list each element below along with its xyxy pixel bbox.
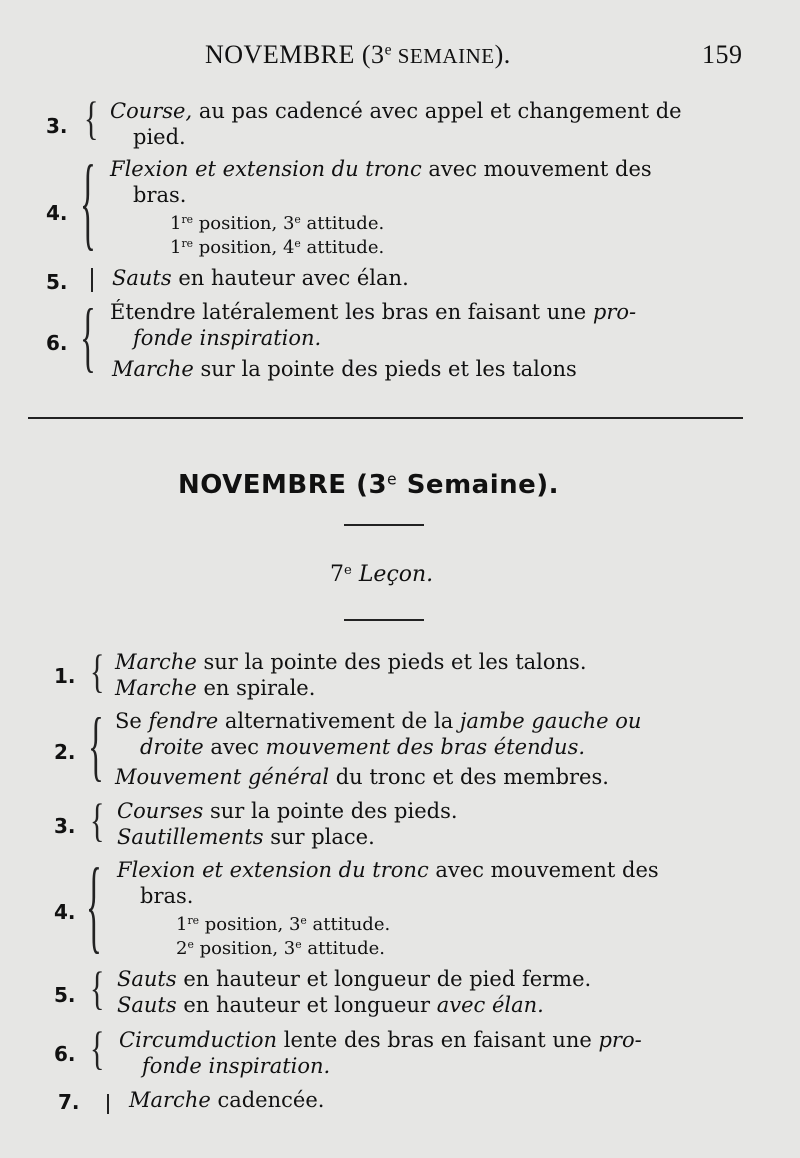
exercise-line: Sautillements sur place. [117, 825, 375, 849]
brace: { [86, 849, 102, 965]
item-number: 3. [54, 814, 76, 838]
short-rule [344, 619, 424, 621]
running-header-title: NOVEMBRE (3e SEMAINE). [205, 40, 511, 69]
item-number: 4. [54, 900, 76, 924]
item-number: 4. [46, 201, 68, 225]
item-number: 1. [54, 664, 76, 688]
brace: { [90, 646, 105, 699]
exercise-line: Sauts en hauteur et longueur avec élan. [117, 993, 544, 1017]
lesson-heading: 7e Leçon. [330, 562, 434, 587]
exercise-subline: 1re position, 3e attitude. [176, 914, 391, 935]
item-number: 5. [46, 270, 68, 294]
brace: { [88, 703, 104, 790]
brace: { [90, 963, 105, 1016]
section-title: NOVEMBRE (3e Semaine). [178, 470, 560, 500]
exercise-line: Sauts en hauteur avec élan. [112, 266, 409, 290]
exercise-line: bras. [140, 884, 194, 908]
brace: { [80, 146, 96, 262]
exercise-line: fonde inspiration. [142, 1054, 331, 1078]
exercise-line: Sauts en hauteur et longueur de pied ferme. [117, 967, 592, 991]
exercise-line: Flexion et extension du tronc avec mouvement des [117, 858, 659, 882]
exercise-line: fonde inspiration. [133, 326, 322, 350]
brace: { [84, 93, 99, 146]
single-line-bar [91, 268, 93, 292]
exercise-line: Marche en spirale. [115, 676, 316, 700]
brace: { [90, 1023, 105, 1076]
page-number: 159 [702, 40, 743, 69]
short-rule [344, 524, 424, 526]
exercise-line: Flexion et extension du tronc avec mouvement des [110, 157, 652, 181]
single-line-bar [107, 1094, 109, 1114]
exercise-line: Se fendre alternativement de la jambe gauche ou [115, 709, 642, 733]
item-number: 7. [58, 1090, 80, 1114]
exercise-line: Marche sur la pointe des pieds et les talons. [115, 650, 587, 674]
exercise-line: Courses sur la pointe des pieds. [117, 799, 458, 823]
exercise-line: Marche cadencée. [129, 1088, 325, 1112]
section-separator [28, 417, 743, 419]
item-number: 5. [54, 983, 76, 1007]
exercise-line: droite avec mouvement des bras étendus. [140, 735, 586, 759]
exercise-line: Course, au pas cadencé avec appel et changement de [110, 99, 682, 123]
item-number: 6. [54, 1042, 76, 1066]
item-number: 2. [54, 740, 76, 764]
exercise-line: Étendre latéralement les bras en faisant une pro- [110, 300, 637, 324]
exercise-line: Circumduction lente des bras en faisant une pro- [119, 1028, 642, 1052]
exercise-subline: 1re position, 4e attitude. [170, 237, 385, 258]
exercise-line: Mouvement général du tronc et des membres. [115, 765, 609, 789]
exercise-subline: 1re position, 3e attitude. [170, 213, 385, 234]
exercise-line: pied. [133, 125, 186, 149]
exercise-line: Marche sur la pointe des pieds et les talons [112, 357, 577, 381]
item-number: 6. [46, 331, 68, 355]
brace: { [90, 795, 105, 848]
exercise-subline: 2e position, 3e attitude. [176, 938, 386, 959]
exercise-line: bras. [133, 183, 187, 207]
brace: { [80, 294, 96, 381]
item-number: 3. [46, 114, 68, 138]
